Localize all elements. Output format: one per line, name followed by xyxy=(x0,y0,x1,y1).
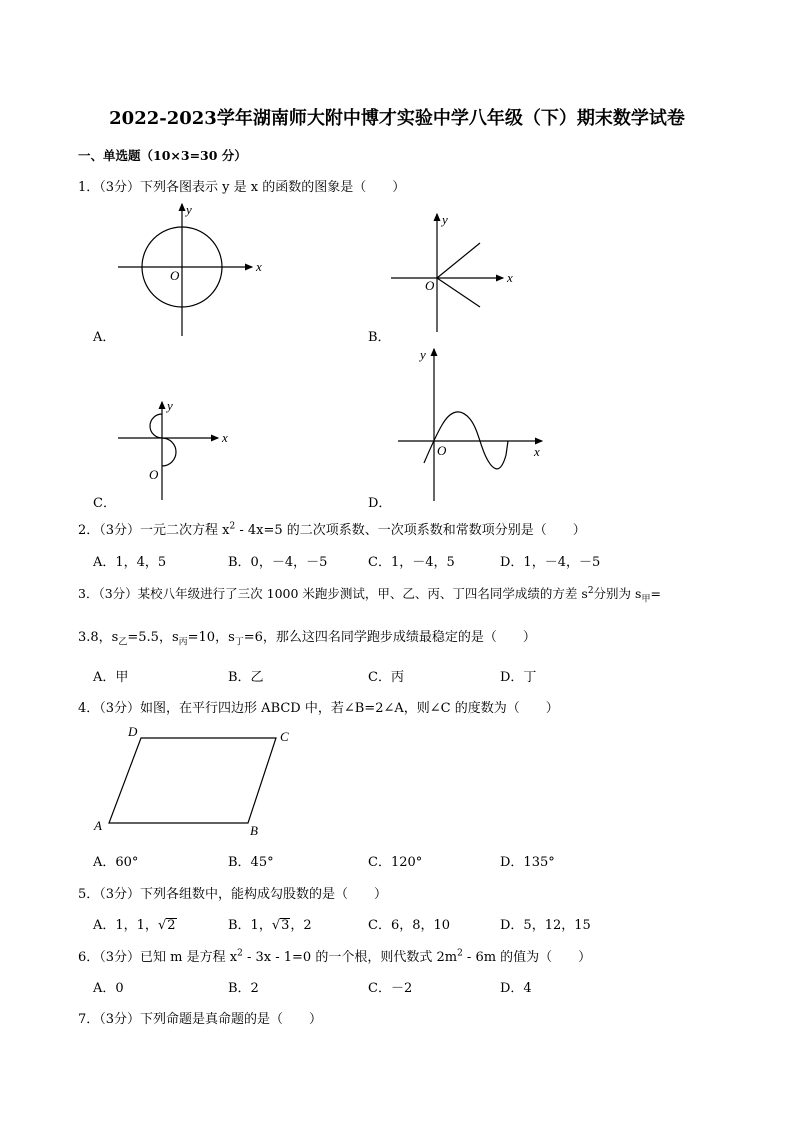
option-1-d: D． xyxy=(368,496,392,511)
option-2-b: B．0，－4，－5 xyxy=(228,555,328,570)
graph-b-rays xyxy=(385,210,525,335)
graph-a-circle xyxy=(110,200,280,340)
page-title: 2022-2023学年湖南师大附中博才实验中学八年级（下）期末数学试卷 xyxy=(109,108,685,129)
graph-d-sine-wave xyxy=(392,345,552,505)
origin-label: O xyxy=(149,467,159,482)
axis-y-label: y xyxy=(167,398,173,413)
option-2-d: D．1，－4，－5 xyxy=(500,555,601,570)
option-2-a: A．1，4，5 xyxy=(93,555,167,570)
question-2-text: 2．（3分）一元二次方程 $x^2 - 4x=5$ 的二次项系数、一次项系数和常数项分别是（ ） xyxy=(78,521,586,538)
question-3-line-1: 3．（3分）某校八年级进行了三次 1000 米跑步测试，甲、乙、丙、丁四名同学成绩的方差 $s^2$分别为 $s_甲=$ xyxy=(78,585,661,605)
option-4-c: C．120° xyxy=(368,855,423,870)
option-5-c: C．6，8，10 xyxy=(368,918,451,933)
axis-y-label: y xyxy=(186,202,192,217)
option-6-c: C．－2 xyxy=(368,981,413,996)
section-heading: 一、单选题（10×3=30 分） xyxy=(78,148,247,163)
option-3-d: D．丁 xyxy=(500,670,537,685)
vertex-c-label: C xyxy=(280,729,289,744)
axis-x-label: x xyxy=(222,430,228,445)
option-6-b: B．2 xyxy=(228,981,259,996)
axis-y-label: y xyxy=(442,212,448,227)
option-6-d: D．4 xyxy=(500,981,532,996)
axis-x-label: x xyxy=(534,444,540,459)
question-5-text: 5．（3分）下列各组数中，能构成勾股数的是（ ） xyxy=(78,887,388,902)
option-5-b: B．1，√3，2 xyxy=(228,918,312,933)
parallelogram-figure xyxy=(88,722,308,840)
graph-c-semicircles xyxy=(112,398,242,503)
vertex-a-label: A xyxy=(94,818,102,833)
question-3-line-2: 3.8，$s_乙=5.5$，$s_丙=10$，$s_丁=6$，那么这四名同学跑步成绩最稳定的是（ ） xyxy=(78,630,536,648)
question-4-text: 4．（3分）如图，在平行四边形 ABCD 中，若∠B=2∠A，则∠C 的度数为（ ） xyxy=(78,701,559,716)
option-5-d: D．5，12，15 xyxy=(500,918,591,933)
option-1-b: B． xyxy=(368,330,391,345)
option-4-d: D．135° xyxy=(500,855,555,870)
question-7-text: 7．（3分）下列命题是真命题的是（ ） xyxy=(78,1012,323,1027)
origin-label: O xyxy=(437,443,447,458)
option-3-b: B．乙 xyxy=(228,670,264,685)
option-1-c: C． xyxy=(93,496,116,511)
question-1-text: 1．（3分）下列各图表示 y 是 x 的函数的图象是（ ） xyxy=(78,180,406,195)
vertex-b-label: B xyxy=(250,823,258,838)
option-3-a: A．甲 xyxy=(93,670,129,685)
option-3-c: C．丙 xyxy=(368,670,404,685)
origin-label: O xyxy=(425,278,435,293)
question-6-text: 6．（3分）已知 m 是方程 $x^2 - 3x - 1=0$ 的一个根，则代数式 $2m^2 - 6m$ 的值为（ ） xyxy=(78,948,592,965)
vertex-d-label: D xyxy=(128,724,138,739)
option-4-b: B．45° xyxy=(228,855,274,870)
axis-x-label: x xyxy=(256,259,262,274)
origin-label: O xyxy=(170,268,180,283)
axis-x-label: x xyxy=(507,270,513,285)
option-6-a: A．0 xyxy=(93,981,124,996)
axis-y-label: y xyxy=(420,347,426,362)
option-1-a: A． xyxy=(93,330,116,345)
option-4-a: A．60° xyxy=(93,855,139,870)
option-2-c: C．1，－4，5 xyxy=(368,555,455,570)
option-5-a: A．1，1，√2 xyxy=(93,918,176,933)
